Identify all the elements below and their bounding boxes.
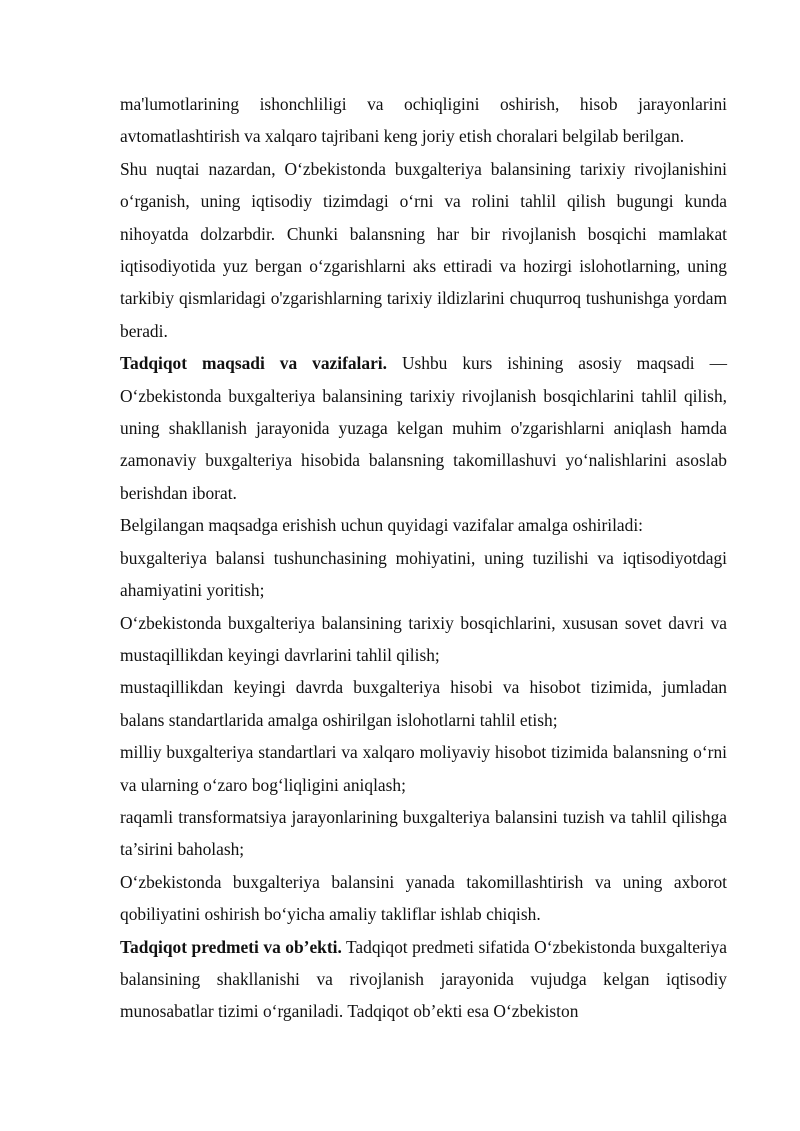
task-item-3: mustaqillikdan keyingi davrda buxgalteriya hisobi va hisobot tizimida, jumladan balans standartlarida amalga oshirilgan islohotlarni tahlil etish; xyxy=(120,677,727,730)
task-item-1: buxgalteriya balansi tushunchasining mohiyatini, uning tuzilishi va iqtisodiyotdagi ahamiyatini yoritish; xyxy=(120,547,727,601)
paragraph-relevance: Shu nuqtai nazardan, O‘zbekistonda buxgalteriya balansining tarixiy rivojlanishini o‘rganish, uning iqtisodiy tizimdagi o‘rni va rolini tahlil qilish bugungi kunda nihoyatda dolzarbdir. Chunki balansning har bir rivojlanish bosqichi mamlakat iqtisodiyotida yuz bergan o‘zgarishlarni aks ettiradi va hozirgi islohotlarning, uning tarkibiy qismlaridagi o'zgarishlarning tarixiy ildizlarini chuqurroq tushunishga yordam beradi. xyxy=(120,158,727,341)
task-item-2: O‘zbekistonda buxgalteriya balansining tarixiy bosqichlarini, xususan sovet davri va mustaqillikdan keyingi davrlarini tahlil qilish; xyxy=(120,612,727,665)
document-page xyxy=(120,88,727,1028)
subject-text: Tadqiqot predmeti sifatida O‘zbekistonda buxgalteriya balansining shakllanishi va rivojlanish jarayonida vujudga kelgan iqtisodiy munosabatlar tizimi o‘rganiladi. Tadqiqot ob’ekti esa O‘zbekiston xyxy=(120,936,728,1022)
paragraph-subject xyxy=(120,931,727,1028)
paragraph-tasks-intro: Belgilangan maqsadga erishish uchun quyidagi vazifalar amalga oshiriladi: xyxy=(120,515,644,536)
task-item-4: milliy buxgalteriya standartlari va xalqaro moliyaviy hisobot tizimida balansning o‘rni va ularning o‘zaro bog‘liqligini aniqlash; xyxy=(120,742,727,795)
goal-text: Ushbu kurs ishining asosiy maqsadi — O‘zbekistonda buxgalteriya balansining tarixiy rivojlanish bosqichlarini tahlil qilish, uning shakllanish jarayonida yuzaga kelgan muhim o'zgarishlarni aniqlash hamda zamonaviy buxgalteriya hisobida balansning takomillashuvi yo‘nalishlarini asoslab berishdan iborat. xyxy=(120,353,727,503)
paragraph-intro: ma'lumotlarining ishonchliligi va ochiqligini oshirish, hisob jarayonlarini avtomatlashtirish va xalqaro tajribani keng joriy etish choralari belgilab berilgan. xyxy=(120,94,727,147)
paragraph-goal xyxy=(120,347,727,509)
goal-heading: Tadqiqot maqsadi va vazifalari. xyxy=(120,353,387,374)
task-item-5: raqamli transformatsiya jarayonlarining buxgalteriya balansini tuzish va tahlil qilishga ta’sirini baholash; xyxy=(120,806,727,860)
task-item-6: O‘zbekistonda buxgalteriya balansini yanada takomillashtirish va uning axborot qobiliyatini oshirish bo‘yicha amaliy takliflar ishlab chiqish. xyxy=(120,871,727,925)
subject-heading: Tadqiqot predmeti va ob’ekti. xyxy=(120,936,342,957)
